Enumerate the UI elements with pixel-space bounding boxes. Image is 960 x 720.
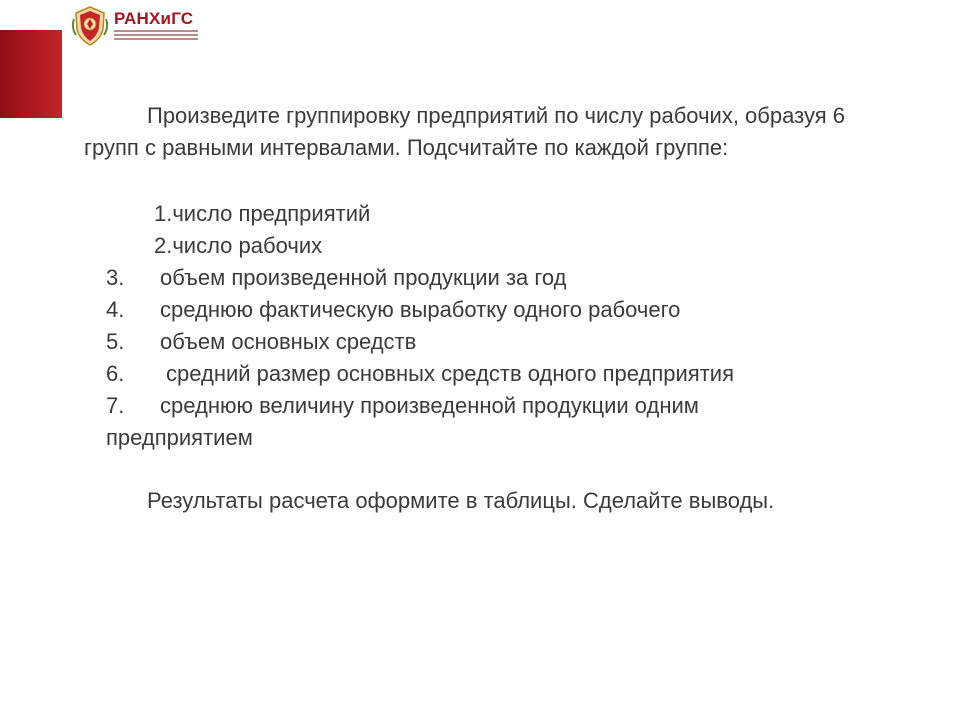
list-item-number: 6. — [106, 361, 125, 386]
list-item-number: 3. — [106, 265, 125, 290]
list-item-text: средний размер основных средств одного предприятия — [166, 361, 734, 386]
indented-list — [84, 198, 884, 262]
crest-icon — [70, 5, 110, 47]
list-item-text: объем основных средств — [160, 329, 417, 354]
logo — [70, 4, 198, 48]
list-item: 1.число предприятий — [154, 201, 371, 226]
list-item-continuation: предприятием — [106, 425, 253, 450]
list-item — [84, 326, 884, 358]
logo-subtitle — [114, 30, 198, 42]
list-item — [84, 294, 884, 326]
list-item — [84, 390, 884, 422]
numbered-list — [84, 262, 884, 454]
accent-bar — [0, 30, 62, 118]
list-item-text: среднюю фактическую выработку одного рабочего — [160, 297, 681, 322]
logo-name: РАНХиГС — [114, 9, 194, 28]
list-item-number: 5. — [106, 329, 125, 354]
intro-paragraph: Произведите группировку предприятий по числу рабочих, образуя 6 групп с равными интервалами. Подсчитайте по каждой группе: — [84, 103, 845, 160]
conclusion-paragraph: Результаты расчета оформите в таблицы. Сделайте выводы. — [147, 488, 775, 513]
slide-body — [84, 100, 884, 517]
list-item — [84, 358, 884, 390]
list-item-number: 7. — [106, 393, 125, 418]
list-item-text: объем произведенной продукции за год — [160, 265, 567, 290]
list-item-text: среднюю величину произведенной продукции одним — [160, 393, 699, 418]
list-item: 2.число рабочих — [154, 233, 323, 258]
list-item-number: 4. — [106, 297, 125, 322]
list-item — [84, 262, 884, 294]
